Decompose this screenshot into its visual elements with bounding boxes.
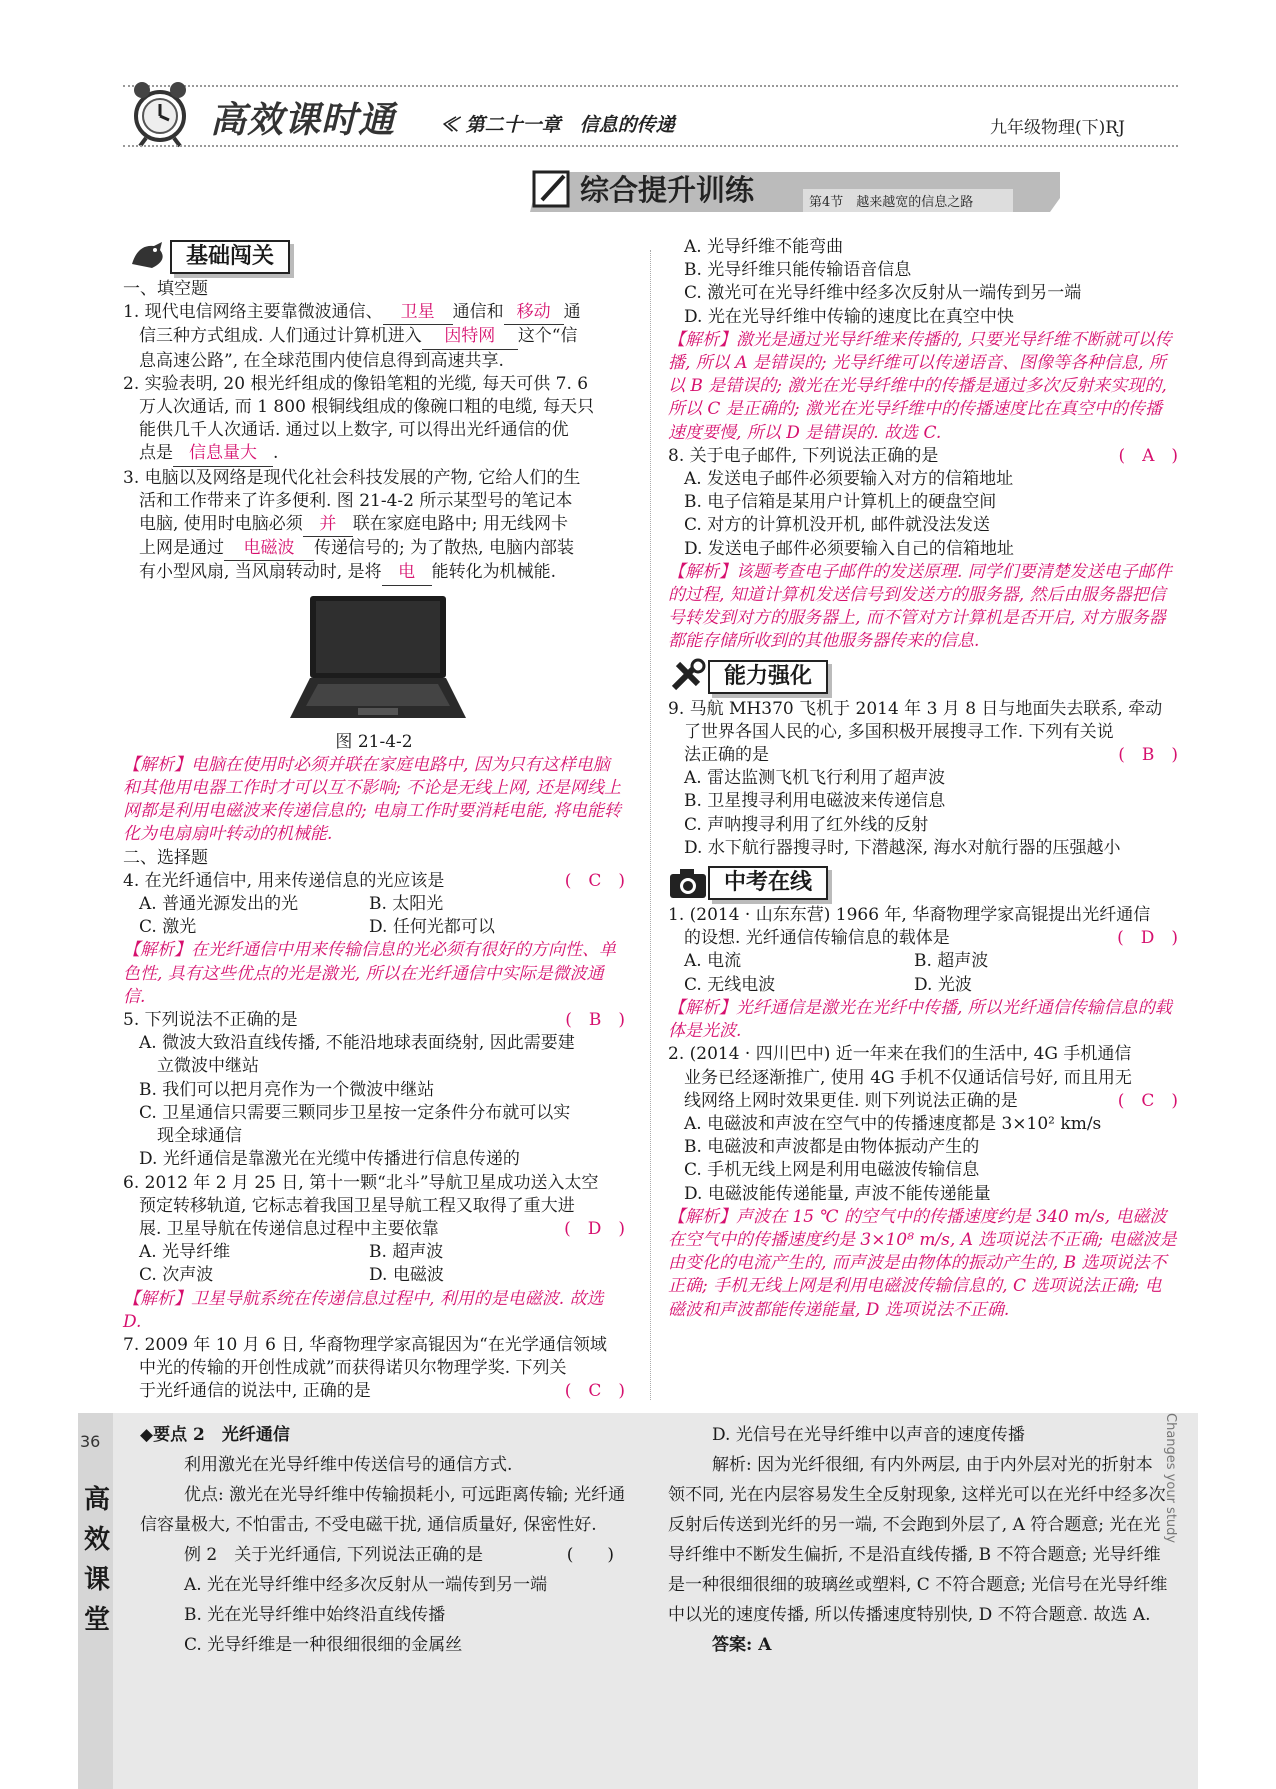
fill-heading: 一、填空题 [123, 279, 208, 299]
e1-line2: 的设想. 光纤通信传输信息的载体是 ( D ) [668, 927, 1178, 950]
bottom-right [668, 1420, 1168, 1660]
q8-answer: ( A ) [1118, 445, 1178, 466]
side-label: 高效课堂 [84, 1485, 111, 1635]
q5-option-d: D. 光纤通信是靠激光在光缆中传播进行信息传递的 [139, 1149, 520, 1170]
page-number: 36 [80, 1432, 101, 1451]
camera-icon [668, 866, 708, 900]
header-bottom-rule [123, 145, 1178, 147]
q2-line1: 2. 实验表明, 20 根光纤组成的像铅笔粗的光缆, 每天可供 7. 6 [123, 373, 589, 394]
q7-explanation: 【解析】激光是通过光导纤维来传播的, 只要光导纤维不断就可以传播, 所以 A 是错误的; 光导纤维可以传递语音、图像等各种信息, 所以 B 是错误的; 激光在光导纤维中的传播是通过多次反射来实现的, 所以 C 是正确的; 激光在光导纤维中的传播速度比在真空中的传播速度要慢, 所以 D 是错误的. 故选 C. [668, 329, 1172, 443]
q7-option-d: D. 光在光导纤维中传输的速度比在真空中快 [684, 306, 1014, 327]
example-explanation: 解析: 因为光纤很细, 有内外两层, 由于内外层对光的折射本领不同, 光在内层容易发生全反射现象, 这样光可以在光纤中经多次反射后传送到光纤的另一端, 不会跑到外层了, A 符合题意; 光在光导纤维中不断发生偏折, 不是沿直线传播, B 不符合题意; 光导纤维是一种很细很细的玻璃丝或塑料, C 不符合题意; 光信号在光导纤维中以光的速度传播, 所以传播速度特别快, D 不符合题意. 故选 A. [668, 1455, 1168, 1625]
q8-option-d: D. 发送电子邮件必须要输入自己的信箱地址 [684, 538, 1014, 559]
q7-option-a: A. 光导纤维不能弯曲 [684, 237, 844, 257]
tools-icon [668, 658, 708, 694]
section-head-basic [128, 238, 328, 272]
q7-line1: 7. 2009 年 10 月 6 日, 华裔物理学家高锟因为“在光学通信领域 [123, 1334, 607, 1355]
q4-options-1: A. 普通光源发出的光 B. 太阳光 [139, 894, 444, 915]
q9-option-d: D. 水下航行器搜寻时, 下潜越深, 海水对航行器的压强越小 [684, 837, 1121, 858]
section-title-exam: 中考在线 [708, 866, 828, 900]
example-option-c: C. 光导纤维是一种很细很细的金属丝 [184, 1635, 463, 1655]
e2-line3: 线网络上网时效果更佳. 则下列说法正确的是 ( C ) [668, 1090, 1178, 1113]
q9-option-c: C. 声呐搜寻利用了红外线的反射 [684, 814, 929, 835]
q7-answer: ( C ) [564, 1381, 625, 1402]
q9-option-b: B. 卫星搜寻利用电磁波来传递信息 [684, 791, 946, 812]
q4-explanation: 【解析】在光纤通信中用来传输信息的光必须有很好的方向性、单色性, 具有这些优点的光是激光, 所以在光纤通信中实际是微波通信. [123, 940, 616, 1007]
bottom-left [140, 1420, 630, 1660]
q3-explanation: 【解析】电脑在使用时必须并联在家庭电路中, 因为只有这样电脑和其他用电器工作时才可以互不影响; 不论是无线上网, 还是网线上网都是利用电磁波来传递信息的; 电扇工作时要消耗电能, 将电能转化为电扇扇叶转动的机械能. [123, 754, 621, 845]
q8-option-a: A. 发送电子邮件必须要输入对方的信箱地址 [684, 469, 1014, 490]
e1-options-2: C. 无线电波 D. 光波 [684, 974, 972, 995]
q9-answer: ( B ) [1118, 745, 1178, 766]
q6-line3: 展. 卫星导航在传递信息过程中主要依靠 ( D ) [123, 1218, 625, 1241]
q3-line3: 电脑, 使用时电脑必须 并 联在家庭电路中; 用无线网卡 [123, 513, 625, 537]
q2-answer: 信息量大 [173, 442, 273, 466]
q4-options-2: C. 激光 D. 任何光都可以 [139, 917, 495, 938]
q3-answer-1: 并 [303, 513, 353, 537]
q5-option-c2: 现全球通信 [157, 1126, 242, 1147]
q1-line1: 1. 现代电信网络主要靠微波通信、 卫星 通信和 移动 通 [123, 301, 625, 325]
section-title-ability: 能力强化 [708, 660, 828, 694]
keypoint-definition: 利用激光在光导纤维中传送信号的通信方式. [184, 1455, 513, 1475]
q5-option-c1: C. 卫星通信只需要三颗同步卫星按一定条件分布就可以实 [139, 1102, 571, 1123]
q6-options-1: A. 光导纤维 B. 超声波 [139, 1242, 444, 1263]
section-head-ability [668, 654, 1178, 698]
q3-answer-2: 电磁波 [224, 537, 314, 561]
q9-line3: 法正确的是 ( B ) [668, 744, 1178, 767]
e2-option-a: A. 电磁波和声波在空气中的传播速度都是 3×10² km/s [684, 1113, 1102, 1134]
q5-option-b: B. 我们可以把月亮作为一个微波中继站 [139, 1079, 435, 1100]
e2-option-c: C. 手机无线上网是利用电磁波传输信息 [684, 1160, 980, 1181]
q4-answer: ( C ) [564, 870, 625, 891]
example-answer: 答案: A [712, 1635, 772, 1655]
logo-title: 高效课时通 [210, 100, 396, 141]
e1-options-1: A. 电流 B. 超声波 [684, 951, 989, 972]
choice-heading: 二、选择题 [123, 847, 208, 868]
q6-explanation: 【解析】卫星导航系统在传递信息过程中, 利用的是电磁波. 故选 D. [123, 1288, 604, 1332]
banner-title: 综合提升训练 [580, 173, 755, 207]
example-option-d: D. 光信号在光导纤维中以声音的速度传播 [712, 1425, 1025, 1445]
e2-option-d: D. 电磁波能传递能量, 声波不能传递能量 [684, 1183, 991, 1204]
section-title-basic: 基础闯关 [170, 240, 290, 274]
q5-option-a1: A. 微波大致沿直线传播, 不能沿地球表面绕射, 因此需要建 [139, 1033, 575, 1054]
q8-option-c: C. 对方的计算机没开机, 邮件就没法发送 [684, 515, 991, 536]
q4-stem: 4. 在光纤通信中, 用来传递信息的光应该是 ( C ) [123, 870, 625, 893]
e2-option-b: B. 电磁波和声波都是由物体振动产生的 [684, 1137, 980, 1158]
e2-answer: ( C ) [1117, 1090, 1178, 1111]
q7-line2: 中光的传输的开创性成就”而获得诺贝尔物理学奖. 下列关 [139, 1358, 567, 1379]
q9-line2: 了世界各国人民的心, 多国积极开展搜寻工作. 下列有关说 [684, 721, 1114, 742]
q8-stem: 8. 关于电子邮件, 下列说法正确的是 ( A ) [668, 445, 1178, 468]
q1-answer-2: 移动 [504, 301, 564, 325]
q1-answer-1: 卫星 [383, 301, 453, 325]
laptop-icon [288, 592, 468, 724]
q2-line3: 能供几千人次通话. 通过以上数字, 可以得出光纤通信的优 [139, 420, 569, 441]
q2-line2: 万人次通话, 而 1 800 根铜线组成的像碗口粗的电缆, 每天只 [139, 397, 595, 418]
keypoint-title: ◆要点 2 光纤通信 [140, 1425, 290, 1445]
column-divider [650, 250, 651, 1400]
e2-explanation: 【解析】声波在 15 ℃ 的空气中的传播速度约是 340 m/s, 电磁波在空气中的传播速度约是 3×10⁸ m/s, A 选项说法不正确; 电磁波是由变化的电流产生的, 而声波是由物体的振动产生的, B 选项说法不正确; 手机无线上网是利用电磁波传输信息的, C 选项说法正确; 电磁波和声波都能传递能量, D 选项说法不正确. [668, 1206, 1177, 1320]
q9-option-a: A. 雷达监测飞机飞行利用了超声波 [684, 768, 946, 789]
q3-answer-3: 电 [382, 561, 432, 585]
keypoint-advantages: 优点: 激光在光导纤维中传输损耗小, 可远距离传输; 光纤通信容量极大, 不怕雷击, 不受电磁干扰, 通信质量好, 保密性好. [140, 1485, 626, 1535]
q3-line2: 活和工作带来了许多便利. 图 21-4-2 所示某型号的笔记本 [139, 490, 573, 511]
q3-line4: 上网是通过 电磁波 传递信号的; 为了散热, 电脑内部装 [123, 537, 625, 561]
q6-line2: 预定转移轨道, 它标志着我国卫星导航工程又取得了重大进 [139, 1195, 575, 1216]
e1-answer: ( D ) [1117, 928, 1178, 949]
q5-option-a2: 立微波中继站 [157, 1056, 259, 1077]
banner-subtitle: 第4节 越来越宽的信息之路 [803, 189, 1013, 212]
e1-line1: 1. (2014 · 山东东营) 1966 年, 华裔物理学家高锟提出光纤通信 [668, 905, 1151, 926]
q1-answer-3: 因特网 [422, 325, 518, 349]
right-column [668, 236, 1178, 1322]
q3-line1: 3. 电脑以及网络是现代化社会科技发展的产物, 它给人们的生 [123, 467, 581, 488]
q1-line2: 信三种方式组成. 人们通过计算机进入 因特网 这个“信 [123, 325, 625, 349]
q5-answer: ( B ) [565, 1010, 625, 1031]
q2-line4: 点是 信息量大 . [123, 442, 625, 466]
q8-option-b: B. 电子信箱是某用户计算机上的硬盘空间 [684, 492, 997, 513]
q7-line3: 于光纤通信的说法中, 正确的是 ( C ) [123, 1380, 625, 1403]
q6-line1: 6. 2012 年 2 月 25 日, 第十一颗“北斗”导航卫星成功送入太空 [123, 1172, 599, 1193]
figure-caption: 图 21-4-2 [335, 731, 413, 752]
q6-answer: ( D ) [564, 1218, 625, 1239]
side-slogan: Changes your study [1163, 1413, 1178, 1544]
e1-explanation: 【解析】光纤通信是激光在光纤中传播, 所以光纤通信传输信息的载体是光波. [668, 997, 1172, 1042]
example-option-a: A. 光在光导纤维中经多次反射从一端传到另一端 [184, 1575, 548, 1595]
left-column [123, 278, 625, 1404]
q7-option-c: C. 激光可在光导纤维中经多次反射从一端传到另一端 [684, 283, 1082, 304]
q8-explanation: 【解析】该题考查电子邮件的发送原理. 同学们要清楚发送电子邮件的过程, 知道计算机发送信号到发送方的服务器, 然后由服务器把信号转发到对方的服务器上, 而不管对方计算机是否开启, 对方服务器都能存储所收到的其他服务器传来的信息. [668, 561, 1172, 652]
q5-stem: 5. 下列说法不正确的是 ( B ) [123, 1009, 625, 1032]
grade-label: 九年级物理(下)RJ [990, 118, 1125, 138]
section-head-exam [668, 860, 1178, 904]
chapter-title: ≪ 第二十一章 信息的传递 [440, 114, 675, 136]
q3-line5: 有小型风扇, 当风扇转动时, 是将 电 能转化为机械能. [123, 561, 625, 585]
e2-line2: 业务已经逐渐推广, 使用 4G 手机不仅通话信号好, 而且用无 [684, 1067, 1132, 1088]
q9-line1: 9. 马航 MH370 飞机于 2014 年 3 月 8 日与地面失去联系, 牵动 [668, 698, 1163, 719]
q1-line3: 息高速公路”, 在全球范围内使信息得到高速共享. [139, 350, 504, 371]
q6-options-2: C. 次声波 D. 电磁波 [139, 1265, 444, 1286]
example-question: 例 2 关于光纤通信, 下列说法正确的是 ( ) [184, 1545, 614, 1565]
q7-option-b: B. 光导纤维只能传输语音信息 [684, 260, 912, 281]
laptop-figure [123, 586, 625, 731]
bird-icon [128, 238, 172, 272]
example-option-b: B. 光在光导纤维中始终沿直线传播 [184, 1605, 446, 1625]
e2-line1: 2. (2014 · 四川巴中) 近一年来在我们的生活中, 4G 手机通信 [668, 1044, 1132, 1065]
